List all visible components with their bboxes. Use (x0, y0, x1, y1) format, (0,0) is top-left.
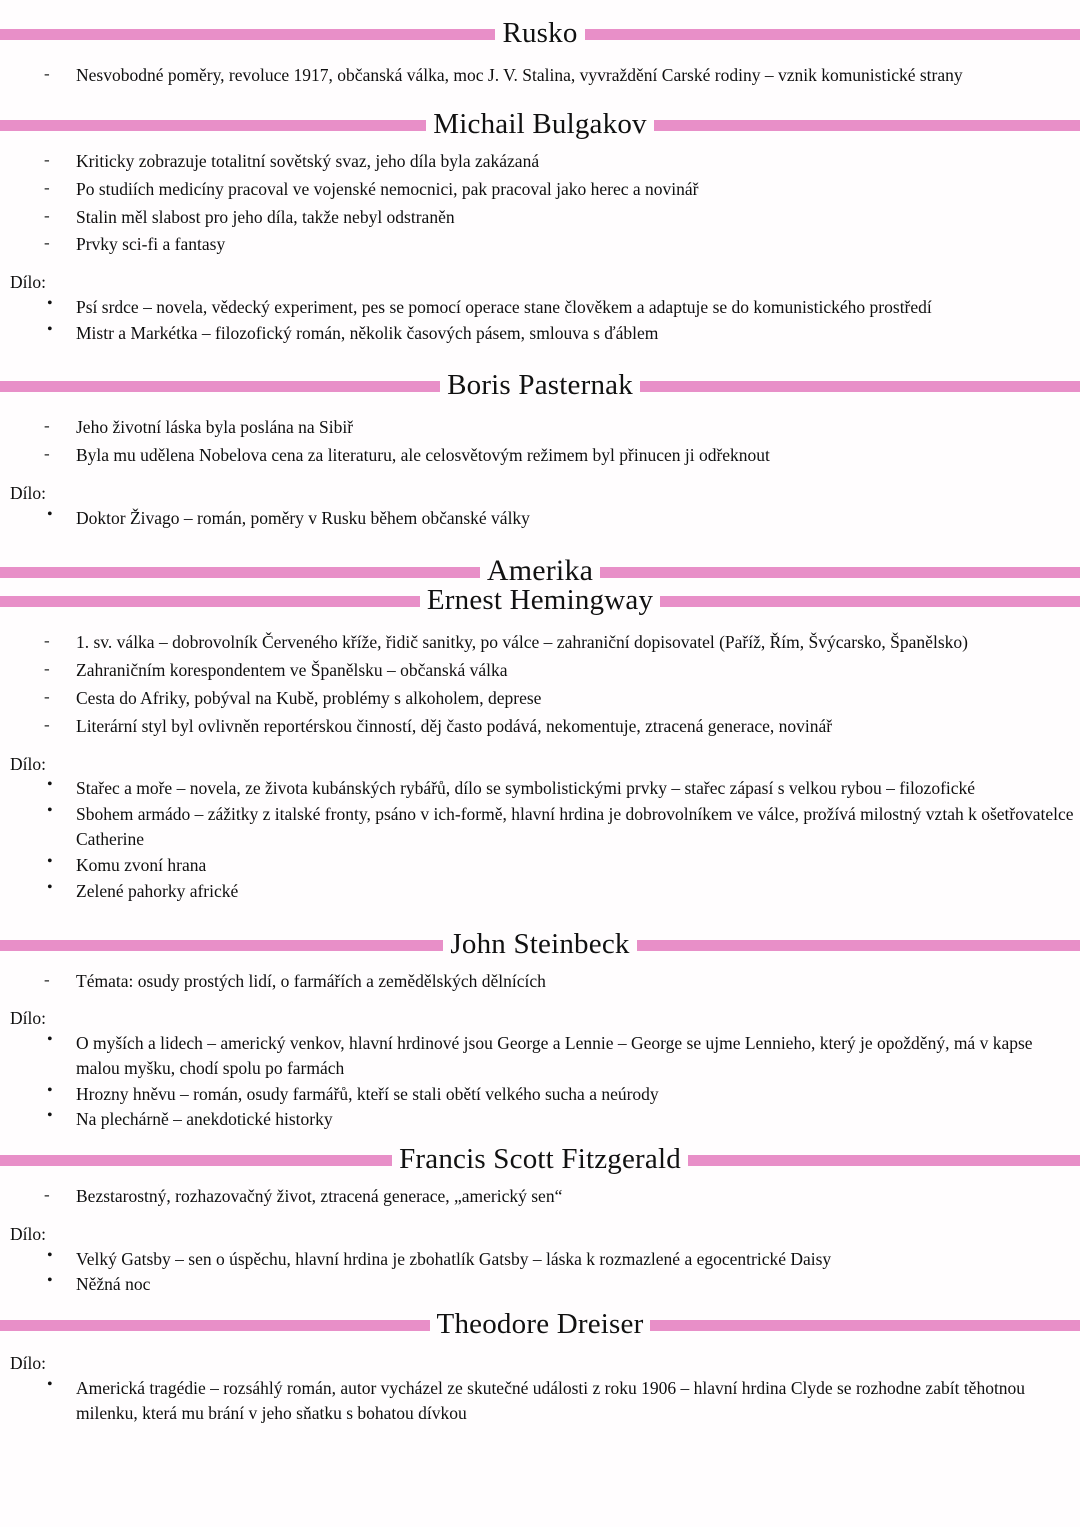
notes-list-boris-pasternak (0, 415, 1080, 468)
works-list-michail-bulgakov (0, 295, 1080, 346)
heading-rule-right (640, 381, 1080, 392)
works-list-john-steinbeck (0, 1031, 1080, 1132)
section-heading-theodore-dreiser (0, 1308, 1080, 1341)
heading-title: Francis Scott Fitzgerald (399, 1143, 681, 1176)
notes-list-francis-scott-fitzgerald (0, 1184, 1080, 1209)
list-item: • O myších a lidech – americký venkov, hlavní hrdinové jsou George a Lennie – George se ujme Lennieho, který je opožděný, má v kapse malou myšku, chodí spolu po farmách (0, 1031, 1080, 1081)
list-item: - Jeho životní láska byla poslána na Sibiř (0, 415, 1080, 440)
list-item: • Americká tragédie – rozsáhlý román, autor vycházel ze skutečné události z roku 1906 – hlavní hrdina Clyde se rozhodne zabít těhotnou milenku, která mu brání v jeho sňatku s bohatou dívkou (0, 1376, 1080, 1426)
list-item: • Stařec a moře – novela, ze života kubánských rybářů, dílo se symbolistickými prvky – stařec zápasí s velkou rybou – filozofické (0, 776, 1080, 801)
heading-rule-left (0, 940, 443, 951)
list-item: • Velký Gatsby – sen o úspěchu, hlavní hrdina je zbohatlík Gatsby – láska k rozmazlené a egocentrické Daisy (0, 1247, 1080, 1272)
notes-list-rusko (0, 63, 1080, 88)
heading-rule-left (0, 1155, 392, 1166)
notes-list-john-steinbeck (0, 969, 1080, 994)
section-boris-pasternak (0, 369, 1080, 557)
section-heading-amerika (0, 554, 1080, 588)
heading-rule-right (654, 120, 1080, 131)
heading-rule-right (585, 29, 1080, 40)
list-item: - Po studiích medicíny pracoval ve vojenské nemocnici, pak pracoval jako herec a novinář (0, 177, 1080, 202)
list-item: - Kriticky zobrazuje totalitní sovětský svaz, jeho díla byla zakázaná (0, 149, 1080, 174)
works-label: Dílo: (10, 483, 46, 504)
section-heading-rusko (0, 17, 1080, 49)
heading-rule-left (0, 1320, 430, 1331)
list-item: • Doktor Živago – román, poměry v Rusku během občanské války (0, 506, 1080, 531)
section-heading-john-steinbeck (0, 927, 1080, 960)
heading-title: Boris Pasternak (447, 369, 633, 402)
section-heading-michail-bulgakov (0, 107, 1080, 140)
section-heading-boris-pasternak (0, 369, 1080, 402)
heading-rule-left (0, 29, 495, 40)
heading-rule-right (637, 940, 1080, 951)
list-item: - Prvky sci-fi a fantasy (0, 232, 1080, 257)
list-item: • Na plechárně – anekdotické historky (0, 1107, 1080, 1132)
heading-rule-left (0, 567, 480, 578)
list-item: • Sbohem armádo – zážitky z italské fronty, psáno v ich-formě, hlavní hrdina je dobrovolníkem ve válce, prožívá milostný vztah k ošetřovatelce Catherine (0, 802, 1080, 852)
list-item: - 1. sv. válka – dobrovolník Červeného kříže, řidič sanitky, po válce – zahraniční dopisovatel (Paříž, Řím, Švýcarsko, Španělsko) (0, 630, 1080, 655)
works-list-ernest-hemingway (0, 776, 1080, 903)
heading-rule-right (650, 1320, 1080, 1331)
heading-title: Michail Bulgakov (433, 107, 647, 140)
list-item: - Literární styl byl ovlivněn reportérskou činností, děj často podává, nekomentuje, ztracená generace, novinář (0, 714, 1080, 739)
heading-title: Amerika (486, 554, 594, 588)
heading-rule-right (600, 567, 1080, 578)
works-label: Dílo: (10, 1008, 46, 1029)
works-list-francis-scott-fitzgerald (0, 1247, 1080, 1298)
list-item: - Zahraničním korespondentem ve Španělsku – občanská válka (0, 658, 1080, 683)
list-item: • Zelené pahorky africké (0, 879, 1080, 904)
list-item: - Bezstarostný, rozhazovačný život, ztracená generace, „americký sen“ (0, 1184, 1080, 1209)
notes-list-michail-bulgakov (0, 149, 1080, 257)
list-item: • Hrozny hněvu – román, osudy farmářů, kteří se stali obětí velkého sucha a neúrody (0, 1082, 1080, 1107)
notes-list-ernest-hemingway (0, 630, 1080, 738)
heading-title: Theodore Dreiser (436, 1308, 644, 1341)
section-heading-ernest-hemingway (0, 584, 1080, 617)
list-item: - Témata: osudy prostých lidí, o farmářích a zemědělských dělnících (0, 969, 1080, 994)
list-item: - Nesvobodné poměry, revoluce 1917, občanská válka, moc J. V. Stalina, vyvraždění Carské rodiny – vznik komunistické strany (0, 63, 1080, 88)
list-item: - Byla mu udělena Nobelova cena za literaturu, ale celosvětovým režimem byl přinucen ji odřeknout (0, 443, 1080, 468)
works-label: Dílo: (10, 753, 46, 774)
list-item: • Psí srdce – novela, vědecký experiment, pes se pomocí operace stane člověkem a adaptuje se do komunistického prostředí (0, 295, 1080, 320)
section-theodore-dreiser (0, 1308, 1080, 1425)
heading-title: Ernest Hemingway (426, 584, 654, 617)
section-amerika (0, 554, 1080, 588)
list-item: - Stalin měl slabost pro jeho díla, takže nebyl odstraněn (0, 205, 1080, 230)
section-rusko (0, 17, 1080, 111)
heading-title: John Steinbeck (450, 927, 630, 960)
section-francis-scott-fitzgerald (0, 1143, 1080, 1311)
heading-rule-right (660, 596, 1080, 607)
works-list-theodore-dreiser (0, 1376, 1080, 1426)
works-label: Dílo: (10, 272, 46, 293)
works-list-boris-pasternak (0, 506, 1080, 531)
section-ernest-hemingway (0, 584, 1080, 930)
works-label: Dílo: (10, 1353, 46, 1374)
list-item: - Cesta do Afriky, pobýval na Kubě, problémy s alkoholem, deprese (0, 686, 1080, 711)
heading-rule-left (0, 120, 426, 131)
section-michail-bulgakov (0, 107, 1080, 373)
heading-rule-left (0, 381, 440, 392)
heading-rule-right (688, 1155, 1080, 1166)
works-label: Dílo: (10, 1224, 46, 1245)
heading-title: Rusko (502, 17, 578, 49)
section-heading-francis-scott-fitzgerald (0, 1143, 1080, 1176)
section-john-steinbeck (0, 927, 1080, 1147)
list-item: • Něžná noc (0, 1272, 1080, 1297)
heading-rule-left (0, 596, 420, 607)
list-item: • Komu zvoní hrana (0, 853, 1080, 878)
list-item: • Mistr a Markétka – filozofický román, několik časových pásem, smlouva s ďáblem (0, 321, 1080, 346)
